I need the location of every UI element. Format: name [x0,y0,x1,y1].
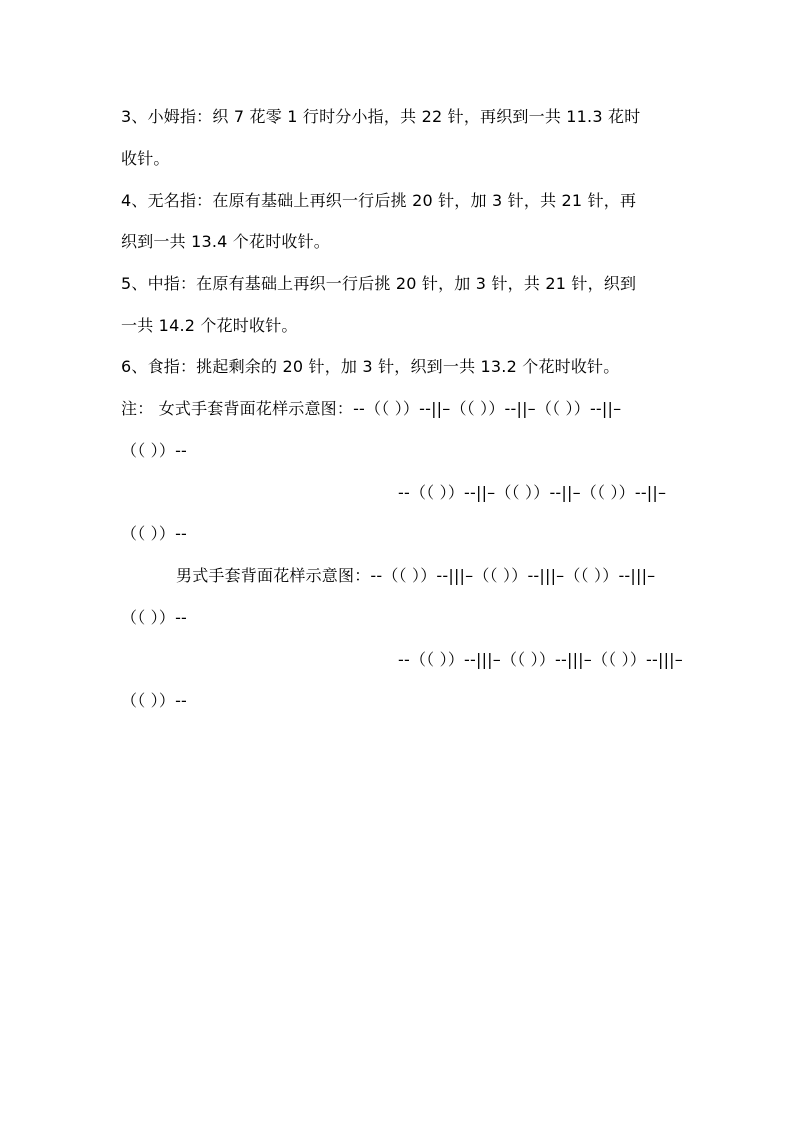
step-4-line-2: 织到一共 13.4 个花时收针。 [121,232,330,251]
note-women-pattern-line-1: 注： 女式手套背面花样示意图：--（（ ））--||–（（ ））--||–（（ ））--||– [121,399,622,418]
step-6-line: 6、食指：挑起剩余的 20 针，加 3 针，织到一共 13.2 个花时收针。 [121,357,620,376]
men-pattern-row2-line-2: （（ ））-- [121,691,188,710]
men-pattern-row2-line-1: --（（ ））--|||–（（ ））--|||–（（ ））--|||– [398,650,683,669]
step-5-line-1: 5、中指：在原有基础上再织一行后挑 20 针，加 3 针，共 21 针，织到 [121,274,637,293]
step-4-line-1: 4、无名指：在原有基础上再织一行后挑 20 针，加 3 针，共 21 针，再 [121,191,637,210]
step-3-line-1: 3、小姆指：织 7 花零 1 行时分小指，共 22 针，再织到一共 11.3 花时 [121,107,641,126]
women-pattern-row2-line-1: --（（ ））--||–（（ ））--||–（（ ））--||– [398,483,667,502]
step-5-line-2: 一共 14.2 个花时收针。 [121,316,298,335]
step-3-line-2: 收针。 [121,149,170,168]
men-pattern-line-1: 男式手套背面花样示意图：--（（ ））--|||–（（ ））--|||–（（ ））--|||– [176,566,656,585]
note-women-pattern-line-2: （（ ））-- [121,441,188,460]
women-pattern-row2-line-2: （（ ））-- [121,524,188,543]
men-pattern-line-2: （（ ））-- [121,608,188,627]
